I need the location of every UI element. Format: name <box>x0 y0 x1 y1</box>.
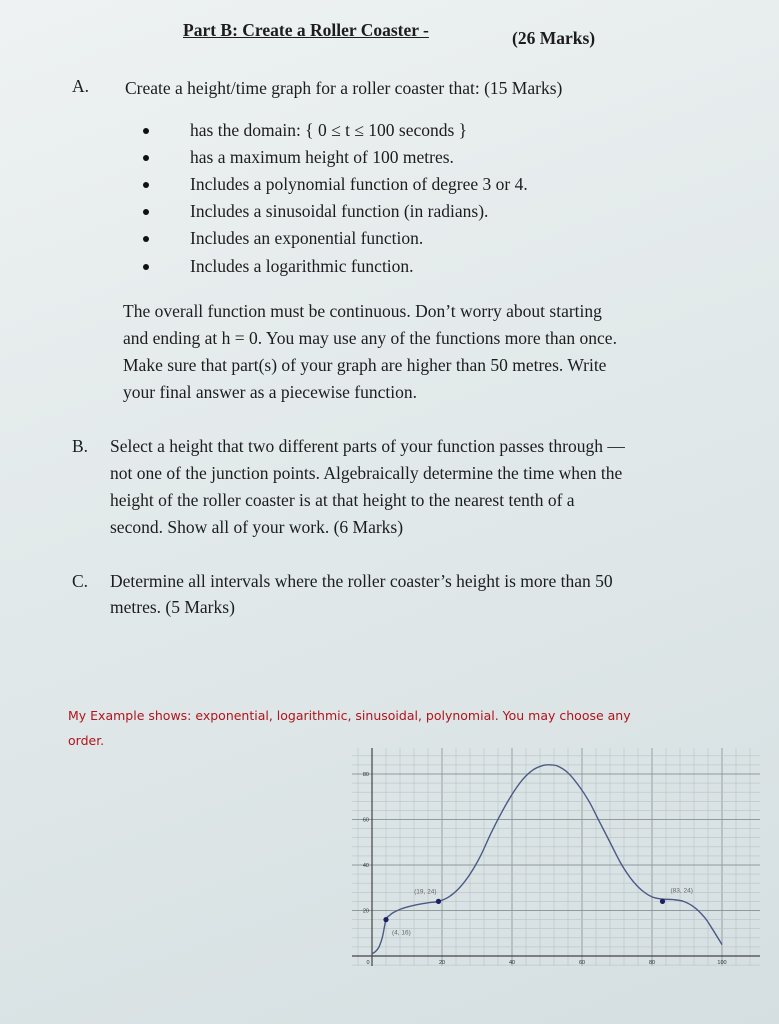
x-tick-label: 60 <box>578 960 586 966</box>
x-tick-label: 0 <box>366 960 370 966</box>
x-tick-label: 20 <box>438 960 446 966</box>
paragraph-line: and ending at h = 0. You may use any of the functions more than once. <box>123 328 617 348</box>
list-item: has the domain: { 0 ≤ t ≤ 100 seconds } <box>190 120 468 140</box>
part-a-intro: Create a height/time graph for a roller coaster that: (15 Marks) <box>125 78 563 98</box>
point-label: (19, 24) <box>414 888 437 896</box>
paragraph-line: not one of the junction points. Algebraically determine the time when the <box>110 463 623 483</box>
example-note-line: order. <box>68 733 105 748</box>
paragraph-line: your final answer as a piecewise function. <box>123 382 417 402</box>
paragraph-line: metres. (5 Marks) <box>110 597 235 617</box>
y-tick-label: 60 <box>362 817 369 824</box>
paragraph-line: Determine all intervals where the roller coaster’s height is more than 50 <box>110 571 613 591</box>
part-c-letter: C. <box>72 571 89 591</box>
paragraph-line: height of the roller coaster is at that height to the nearest tenth of a <box>110 490 575 510</box>
x-tick-label: 40 <box>508 960 516 966</box>
point-label: (4, 16) <box>392 929 411 937</box>
junction-points <box>383 887 693 936</box>
paragraph-line: second. Show all of your work. (6 Marks) <box>110 517 404 537</box>
example-note-line: My Example shows: exponential, logarithmic, sinusoidal, polynomial. You may choose any <box>68 708 631 723</box>
list-item: Includes a logarithmic function. <box>190 256 414 276</box>
x-tick-label: 80 <box>648 960 656 966</box>
list-item: Includes a sinusoidal function (in radians). <box>190 201 489 221</box>
list-item: Includes an exponential function. <box>190 228 424 248</box>
graph-axes <box>352 748 760 966</box>
junction-point <box>660 899 665 904</box>
paragraph-line: The overall function must be continuous. Don’t worry about starting <box>123 301 602 321</box>
section-title: Part B: Create a Roller Coaster - <box>183 20 429 40</box>
list-item: has a maximum height of 100 metres. <box>190 147 454 167</box>
junction-point <box>383 917 388 922</box>
part-b-letter: B. <box>72 436 89 456</box>
section-marks: (26 Marks) <box>512 28 596 48</box>
point-label: (83, 24) <box>670 887 693 895</box>
junction-point <box>436 899 441 904</box>
paragraph-line: Select a height that two different parts of your function passes through — <box>110 436 625 456</box>
graph-grid <box>352 748 760 966</box>
part-a-letter: A. <box>72 76 90 96</box>
y-tick-label: 20 <box>362 908 369 915</box>
y-tick-label: 40 <box>362 863 369 869</box>
height-curve <box>372 765 722 954</box>
paragraph-line: Make sure that part(s) of your graph are higher than 50 metres. Write <box>123 355 607 375</box>
y-tick-label: 80 <box>362 772 369 778</box>
x-tick-label: 100 <box>717 960 727 966</box>
list-item: Includes a polynomial function of degree 3 or 4. <box>190 174 528 194</box>
